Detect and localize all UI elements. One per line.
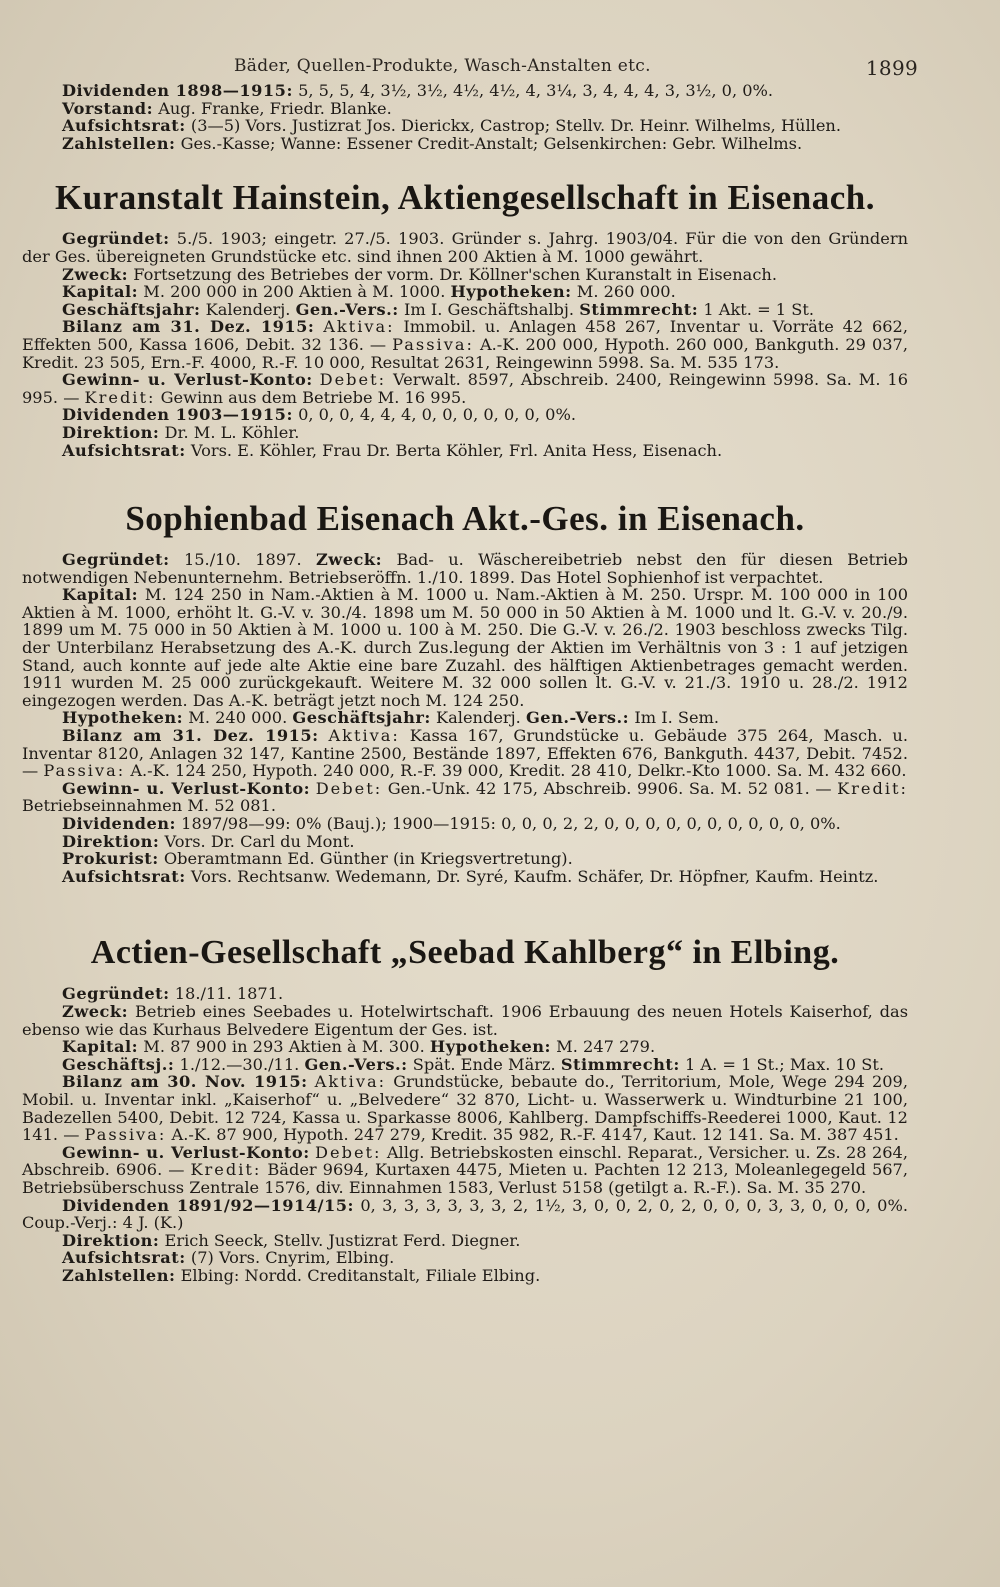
field-label: Stimmrecht:	[579, 299, 699, 319]
entry-field-kapital	[22, 1038, 908, 1056]
field-label: Kapital:	[62, 1037, 139, 1057]
company-title: Sophienbad Eisenach Akt.-Ges. in Eisenach.	[125, 499, 805, 539]
aktiva-label: Aktiva:	[323, 317, 395, 337]
field-text: A.-K. 200 000, Hypoth. 260 000, Bankguth. 29 037, Kredit. 23 505, Ern.-F. 4000, R.-F. 10 000, Resultat 2631, Reingewinn 5998. Sa. M. 535 173.	[22, 334, 908, 372]
running-header	[22, 48, 918, 82]
field-label: Kapital:	[62, 585, 139, 605]
field-text: 15./10. 1897.	[169, 550, 316, 570]
field-text: Kassa 167, Grundstücke u. Gebäude 375 264, Masch. u. Inventar 8120, Anlagen 32 147, Kantine 2500, Bestände 1897, Effekten 676, Bankguth. 4437, Debit. 7452. —	[22, 726, 908, 781]
field-text: Betrieb eines Seebades u. Hotelwirtschaft. 1906 Erbauung des neuen Hotels Kaiserhof, das ebenso wie das Kurhaus Belvedere Eigentum der Ges. ist.	[22, 1001, 908, 1039]
field-label: Hypotheken:	[429, 1037, 552, 1057]
field-label: Hypotheken:	[62, 708, 184, 728]
field-label: Vorstand:	[62, 98, 154, 118]
entry-sophienbad	[22, 499, 908, 885]
kredit-label: Kredit:	[190, 1160, 262, 1180]
entry-field-bilanz	[22, 1073, 908, 1143]
running-title: Bäder, Quellen-Produkte, Wasch-Anstalten etc.	[234, 56, 651, 76]
field-text: (3—5) Vors. Justizrat Jos. Dierickx, Castrop; Stellv. Dr. Heinr. Wilhelms, Hüllen.	[185, 116, 841, 136]
field-label: Aufsichtsrat:	[62, 1248, 186, 1268]
entry-field-geschaeftsjahr	[22, 1056, 908, 1074]
entry-hainstein	[22, 178, 908, 459]
field-label: Gegründet:	[62, 229, 170, 249]
entry-field-bilanz	[22, 318, 908, 371]
entry-field-direktion	[22, 833, 908, 851]
field-label: Direktion:	[62, 422, 160, 442]
entry-field-kapital	[22, 283, 908, 301]
entry-field-gegruendet	[22, 230, 908, 265]
entry-field-zahlstellen	[22, 1267, 908, 1285]
entry-field-dividenden	[22, 1197, 908, 1232]
entry-field-direktion	[22, 1232, 908, 1250]
field-label: Zahlstellen:	[62, 1265, 176, 1285]
field-label: Gen.-Vers.:	[525, 708, 630, 728]
field-text: Vors. E. Köhler, Frau Dr. Berta Köhler, Frl. Anita Hess, Eisenach.	[185, 440, 723, 460]
passiva-label: Passiva:	[43, 761, 126, 781]
debet-label: Debet:	[319, 370, 387, 390]
field-text: Erich Seeck, Stellv. Justizrat Ferd. Diegner.	[159, 1230, 521, 1250]
field-label: Dividenden:	[62, 814, 176, 833]
debet-label: Debet:	[315, 1142, 382, 1162]
field-text: Oberamtmann Ed. Günther (in Kriegsvertretung).	[158, 849, 573, 869]
entry-kahlberg	[22, 933, 908, 1284]
field-text: 0, 0, 0, 4, 4, 4, 0, 0, 0, 0, 0, 0, 0%.	[292, 405, 576, 425]
field-label: Bilanz am 31. Dez. 1915:	[62, 726, 319, 746]
entry-field-gegruendet	[22, 551, 908, 586]
aktiva-label: Aktiva:	[328, 726, 400, 746]
company-title: Kuranstalt Hainstein, Aktiengesellschaft in Eisenach.	[55, 178, 875, 218]
field-label: Gewinn- u. Verlust-Konto:	[62, 1142, 310, 1162]
field-text: Dr. M. L. Köhler.	[159, 422, 300, 442]
field-label: Prokurist:	[62, 849, 159, 869]
entry-field-aufsichtsrat	[22, 117, 908, 135]
entry-field-kapital	[22, 586, 908, 709]
field-text: Kalenderj.	[200, 299, 296, 319]
entry-field-zahlstellen	[22, 135, 908, 153]
entry-field-gewinn-verlust	[22, 371, 908, 406]
entry-field-aufsichtsrat	[22, 1249, 908, 1267]
entry-field-vorstand	[22, 100, 908, 118]
field-label: Aufsichtsrat:	[62, 116, 186, 136]
field-label: Bilanz am 30. Nov. 1915:	[62, 1072, 308, 1092]
field-text: Betriebseinnahmen M. 52 081.	[22, 796, 276, 816]
field-text: 1./12.—30./11.	[174, 1054, 305, 1074]
page-number: 1899	[865, 56, 918, 80]
field-text: Aug. Franke, Friedr. Blanke.	[153, 98, 392, 118]
field-text: Vors. Rechtsanw. Wedemann, Dr. Syré, Kaufm. Schäfer, Dr. Höpfner, Kaufm. Heintz.	[185, 866, 879, 886]
field-text: Im I. Geschäftshalbj.	[398, 299, 580, 319]
field-text: 5./5. 1903; eingetr. 27./5. 1903. Gründer s. Jahrg. 1903/04. Für die von den Gründern der Ges. übereigneten Grundstücke etc. sind ihnen 200 Aktien à M. 1000 gewährt.	[22, 229, 908, 266]
field-text: Gewinn aus dem Betriebe M. 16 995.	[155, 387, 467, 407]
field-label: Gewinn- u. Verlust-Konto:	[62, 778, 311, 798]
entry-field-direktion	[22, 424, 908, 442]
field-label: Aufsichtsrat:	[62, 866, 186, 886]
field-text: 1897/98—99: 0% (Bauj.); 1900—1915: 0, 0, 0, 2, 2, 0, 0, 0, 0, 0, 0, 0, 0, 0, 0, 0%.	[176, 814, 841, 833]
company-title: Actien-Gesellschaft „Seebad Kahlberg“ in Elbing.	[90, 934, 840, 972]
field-text: M. 200 000 in 200 Aktien à M. 1000.	[138, 282, 451, 302]
entry-field-bilanz	[22, 727, 908, 780]
field-text: M. 240 000.	[183, 708, 293, 728]
field-label: Gegründet:	[62, 550, 170, 570]
field-label: Bilanz am 31. Dez. 1915:	[62, 317, 315, 337]
field-text: A.-K. 124 250, Hypoth. 240 000, R.-F. 39 000, Kredit. 28 410, Delkr.-Kto 1000. Sa. M. 432 660.	[125, 761, 907, 781]
field-text: Elbing: Nordd. Creditanstalt, Filiale Elbing.	[175, 1265, 541, 1285]
entry-field-dividenden	[22, 406, 908, 424]
field-label: Dividenden 1898—1915:	[62, 81, 293, 100]
field-text: Kalenderj.	[430, 708, 526, 728]
field-text: M. 87 900 in 293 Aktien à M. 300.	[138, 1037, 430, 1057]
field-label: Stimmrecht:	[560, 1054, 680, 1074]
entry-field-gewinn-verlust	[22, 1144, 908, 1197]
field-label: Direktion:	[62, 831, 160, 851]
kredit-label: Kredit:	[84, 387, 156, 407]
field-text: A.-K. 87 900, Hypoth. 247 279, Kredit. 35 982, R.-F. 4147, Kaut. 12 141. Sa. M. 387 451.	[166, 1125, 899, 1145]
previous-entry-tail	[22, 82, 908, 152]
field-label: Direktion:	[62, 1230, 160, 1250]
field-label: Hypotheken:	[450, 282, 572, 302]
field-text: Spät. Ende März.	[407, 1054, 561, 1074]
field-label: Zweck:	[62, 264, 129, 284]
field-text: Gen.-Unk. 42 175, Abschreib. 9906. Sa. M. 52 081. —	[382, 778, 838, 798]
entry-field-zweck	[22, 1003, 908, 1038]
field-text: M. 247 279.	[551, 1037, 656, 1057]
field-text: 18./11. 1871.	[169, 984, 284, 1004]
field-label: Dividenden 1903—1915:	[62, 405, 293, 425]
field-label: Gen.-Vers.:	[295, 299, 399, 319]
passiva-label: Passiva:	[392, 334, 474, 354]
field-label: Gewinn- u. Verlust-Konto:	[62, 370, 313, 390]
field-text: 1 Akt. = 1 St.	[698, 299, 814, 319]
field-label: Geschäftsjahr:	[62, 299, 201, 319]
field-text: Bad- u. Wäschereibetrieb nebst den für diesen Betrieb notwendigen Nebenunternehm. Betriebseröffn. 1./10. 1899. Das Hotel Sophienhof ist verpachtet.	[22, 550, 908, 587]
field-text: Fortsetzung des Betriebes der vorm. Dr. Köllner'schen Kuranstalt in Eisenach.	[128, 264, 777, 284]
field-text: Bäder 9694, Kurtaxen 4475, Mieten u. Pachten 12 213, Moleanlegegeld 567, Betriebsüberschuss Zentrale 1576, div. Einnahmen 1583, Verlust 5158 (getilgt a. R.-F.). Sa. M. 35 270.	[22, 1160, 908, 1197]
debet-label: Debet:	[315, 778, 383, 798]
entry-field-dividenden	[22, 82, 908, 100]
field-text: (7) Vors. Cnyrim, Elbing.	[185, 1248, 395, 1268]
field-label: Zweck:	[62, 1001, 129, 1021]
field-text: 5, 5, 5, 4, 3½, 3½, 4½, 4½, 4, 3¼, 3, 4, 4, 4, 3, 3½, 0, 0%.	[292, 81, 774, 100]
field-text: Grundstücke, bebaute do., Territorium, Mole, Wege 294 209, Mobil. u. Inventar inkl. „Kaiserhof“ u. „Belvedere“ 32 870, Licht- u. Wasserwerk u. Windturbine 21 100, Badezellen 5400, Debit. 12 724, Kassa u. Sparkasse 8006, Kahlberg. Dampfschiffs-Reederei 1000, Kaut. 12 141. —	[22, 1072, 908, 1145]
entry-field-aufsichtsrat	[22, 442, 908, 460]
field-text: Allg. Betriebskosten einschl. Reparat., Versicher. u. Zs. 28 264, Abschreib. 6906. —	[22, 1142, 908, 1180]
entry-field-dividenden	[22, 815, 908, 833]
field-text: M. 124 250 in Nam.-Aktien à M. 1000 u. Nam.-Aktien à M. 250. Urspr. M. 100 000 in 100 Aktien à M. 1000, erhöht lt. G.-V. v. 30./4. 1898 um M. 50 000 in 50 Aktien à M. 1000 und lt. G.-V. v. 20./9. 1899 um M. 75 000 in 50 Aktien à M. 1000 u. 100 à M. 250. Die G.-V. v. 26./2. 1903 beschloss zwecks Tilg. der Unterbilanz Herabsetzung des A.-K. durch Zus.legung der Aktien im Verhältnis von 3 : 1 auf jetzigen Stand, auch konnte auf jede alte Aktie eine bare Zuzahl. des hälftigen Aktienbetrages gemacht werden. 1911 wurden M. 25 000 zurückgekauft. Weitere M. 32 000 sollen lt. G.-V. v. 21./3. 1910 u. 28./2. 1912 eingezogen werden. Das A.-K. beträgt jetzt noch M. 124 250.	[22, 585, 908, 710]
field-text: Ges.-Kasse; Wanne: Essener Credit-Anstalt; Gelsenkirchen: Gebr. Wilhelms.	[175, 133, 803, 153]
entry-field-hypotheken	[22, 709, 908, 727]
field-label: Kapital:	[62, 282, 139, 302]
entry-field-gewinn-verlust	[22, 780, 908, 815]
field-text: 0, 3, 3, 3, 3, 3, 3, 2, 1½, 3, 0, 0, 2, 0, 2, 0, 0, 0, 3, 3, 0, 0, 0, 0%. Coup.-Verj.: 4 J. (K.)	[22, 1195, 908, 1233]
field-text: Vors. Dr. Carl du Mont.	[159, 831, 355, 851]
field-text: Immobil. u. Anlagen 458 267, Inventar u. Vorräte 42 662, Effekten 500, Kassa 1606, Debit. 32 136. —	[22, 317, 908, 354]
field-label: Aufsichtsrat:	[62, 440, 186, 460]
field-text: Im I. Sem.	[629, 708, 720, 728]
field-label: Zweck:	[315, 550, 383, 570]
passiva-label: Passiva:	[84, 1125, 167, 1145]
field-text: Verwalt. 8597, Abschreib. 2400, Reingewinn 5998. Sa. M. 16 995. —	[22, 370, 908, 407]
kredit-label: Kredit:	[837, 778, 909, 798]
field-label: Dividenden 1891/92—1914/15:	[62, 1195, 354, 1215]
field-text: M. 260 000.	[571, 282, 676, 302]
field-text: 1 A. = 1 St.; Max. 10 St.	[679, 1054, 884, 1074]
field-label: Geschäftsj.:	[62, 1054, 175, 1074]
aktiva-label: Aktiva:	[314, 1072, 387, 1092]
entry-field-prokurist	[22, 850, 908, 868]
entry-field-gegruendet	[22, 985, 908, 1003]
entry-field-aufsichtsrat	[22, 868, 908, 886]
field-label: Zahlstellen:	[62, 133, 176, 153]
entry-field-geschaeftsjahr	[22, 301, 908, 319]
field-label: Gegründet:	[62, 984, 170, 1004]
field-label: Geschäftsjahr:	[292, 708, 431, 728]
entry-field-zweck	[22, 266, 908, 284]
field-label: Gen.-Vers.:	[304, 1054, 408, 1074]
